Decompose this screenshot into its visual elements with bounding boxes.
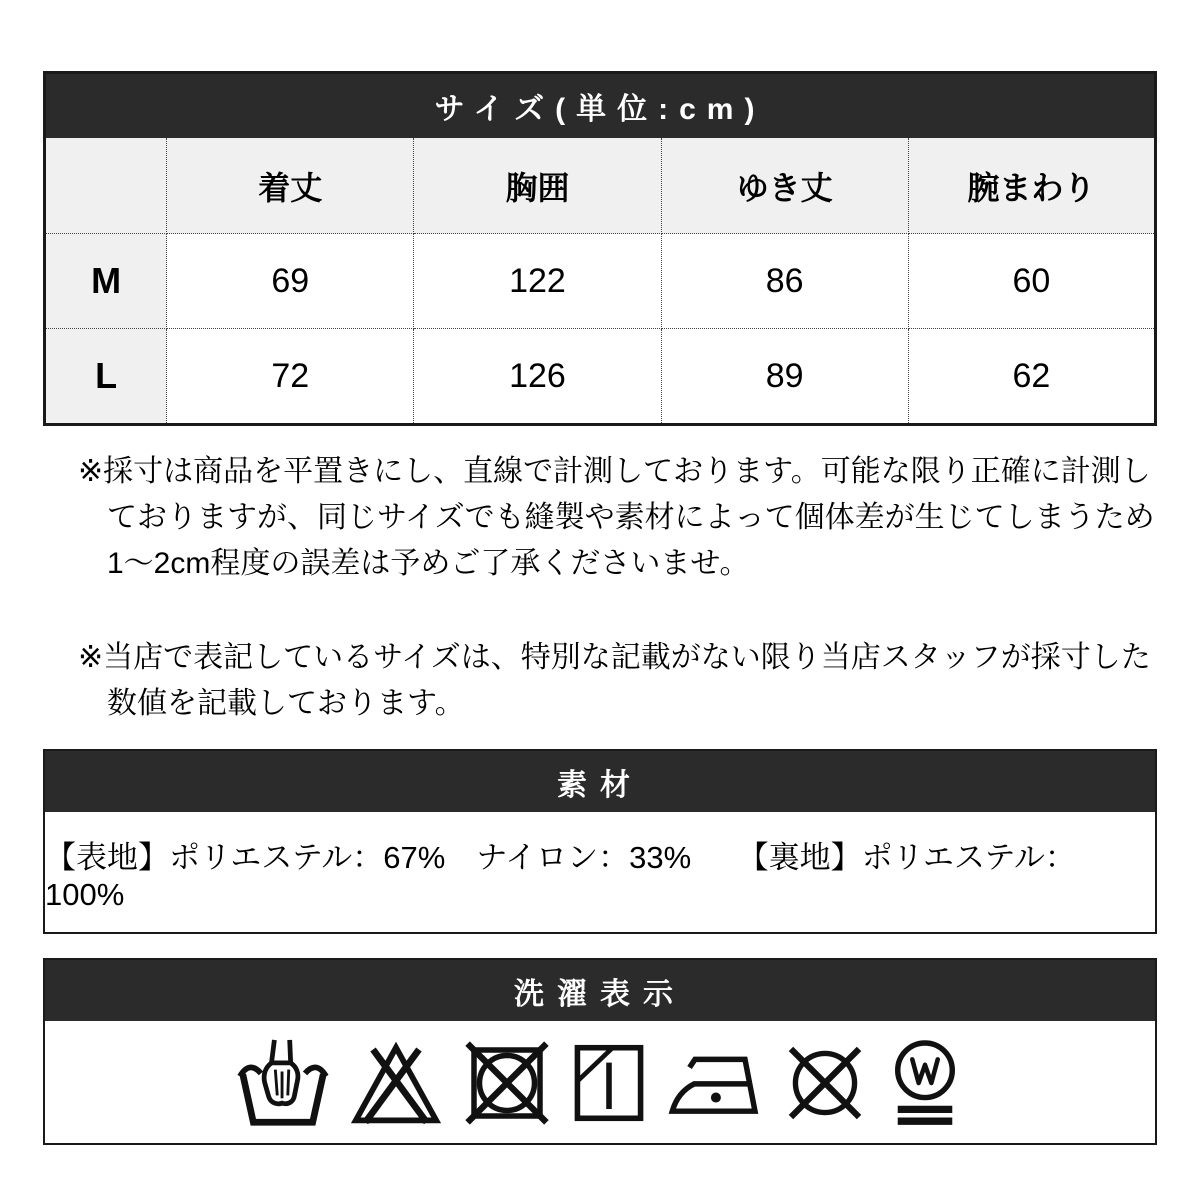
column-header-arm-circumference: 腕まわり [908,138,1155,234]
care-section [43,958,1157,1145]
size-label-m: M [45,234,167,329]
care-symbols-row [45,1021,1155,1143]
cell-m-body-length: 69 [167,234,414,329]
material-content: 【表地】ポリエステル：67% ナイロン：33% 【裏地】ポリエステル：100% [45,812,1155,932]
iron-low-heat-icon [665,1042,765,1124]
material-section [43,749,1157,934]
size-label-l: L [45,329,167,425]
cell-m-yuki-length: 86 [661,234,908,329]
size-table-header-row [45,138,1156,234]
size-table-title-row [45,73,1156,138]
measurement-note-line: ※採寸は商品を平置きにし、直線で計測しております。可能な限り正確に計測し [78,455,1151,488]
size-policy-note-line: 数値を記載しております。 [107,687,465,720]
cell-m-arm-circumference: 60 [908,234,1155,329]
size-table-title: サイズ(単位:cm) [45,73,1156,138]
cell-l-arm-circumference: 62 [908,329,1155,425]
do-not-tumble-dry-icon [461,1039,553,1127]
care-section-header: 洗濯表示 [45,960,1155,1021]
measurement-note-line: ておりますが、同じサイズでも縫製や素材によって個体差が生じてしまうため [107,501,1155,534]
do-not-dry-clean-icon [782,1040,868,1126]
size-guide-page [43,0,1157,1145]
size-policy-note [43,635,1157,727]
column-header-yuki-length: ゆき丈 [661,138,908,234]
measurement-note [43,449,1157,587]
cell-l-yuki-length: 89 [661,329,908,425]
size-table [43,71,1157,426]
column-header-chest: 胸囲 [414,138,661,234]
measurement-note-line: 1〜2cm程度の誤差は予めご了承くださいませ。 [107,547,750,580]
size-policy-note-line: ※当店で表記しているサイズは、特別な記載がない限り当店スタッフが採寸した [78,641,1151,674]
wet-clean-gentle-icon [885,1039,965,1127]
table-row-size-m [45,234,1156,329]
do-not-bleach-icon [348,1038,444,1128]
size-table-corner-cell [45,138,167,234]
cell-l-chest: 126 [414,329,661,425]
column-header-body-length: 着丈 [167,138,414,234]
cell-m-chest: 122 [414,234,661,329]
line-dry-in-shade-icon [570,1040,648,1126]
table-row-size-l [45,329,1156,425]
cell-l-body-length: 72 [167,329,414,425]
hand-wash-icon [235,1038,331,1128]
material-section-header: 素材 [45,751,1155,812]
